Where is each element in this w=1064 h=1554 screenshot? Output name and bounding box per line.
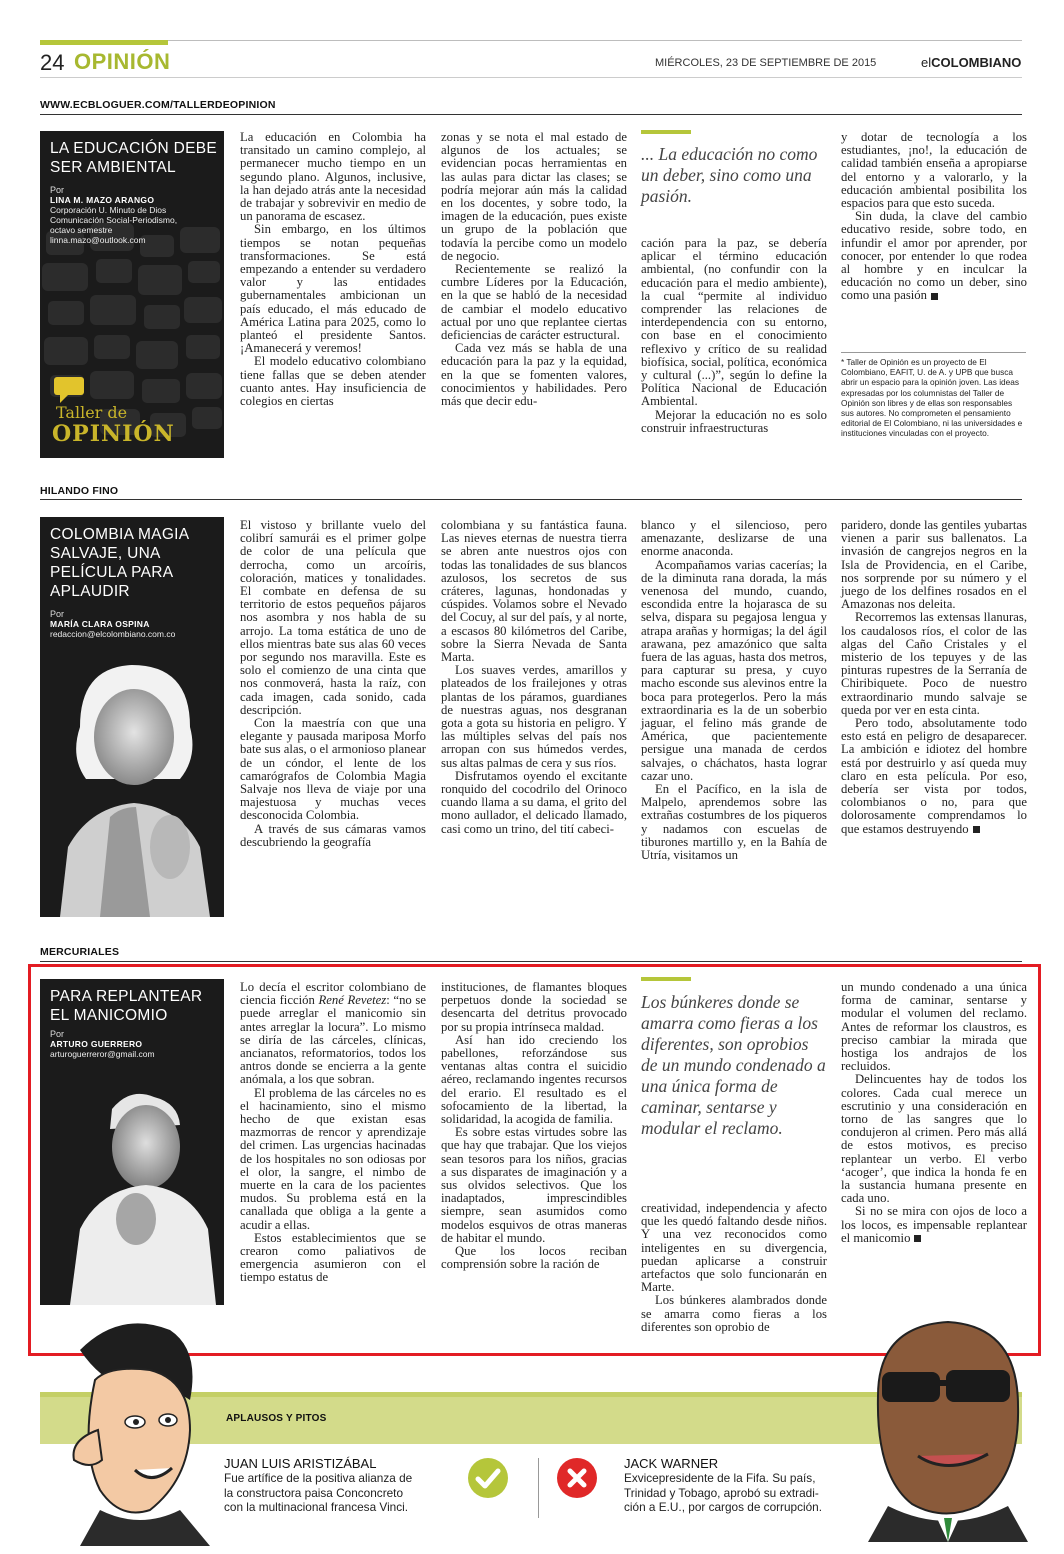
byline-author: ARTURO GUERRERO <box>50 1039 143 1049</box>
byline-email[interactable]: linna.mazo@outlook.com <box>50 235 146 245</box>
paragraph: Estos establecimientos que se crearon como paliativos de emergencia asumieron con el tiempo estatus de <box>240 1230 426 1285</box>
article2-column-2 <box>441 519 627 836</box>
note-rule <box>841 352 1026 353</box>
article-title: LA EDUCACIÓN DEBE SER AMBIENTAL <box>50 140 218 176</box>
paragraph: Los suaves verdes, amarillos y plateados de los frailejones y otras plantas de los páramos, guardianes de nuestras aguas, nos desgranan gota a gota su historia en peligro. Y las múltiples selvas del país nos arropan con sus húmedos verdes, sus altas palmas de cera y sus ríos. <box>441 663 627 770</box>
byline-por: Por <box>50 609 65 619</box>
byline-email[interactable]: arturoguerreror@gmail.com <box>50 1049 155 1059</box>
header-top-rule <box>40 40 1022 41</box>
paragraph: Cada vez más se habla de una educación para la paz y la equidad, en la que se fomenten valores, conocimientos y habilidades. Pero más que decir edu- <box>441 341 627 409</box>
caricature-warner <box>848 1306 1028 1542</box>
article-title: COLOMBIA MAGIA SALVAJE, UNA PELÍCULA PARA APLAUDIR <box>50 526 189 600</box>
header-bottom-rule <box>40 77 1022 78</box>
paragraph: Delincuentes hay de todos los colores. Cada cual merece un escrutinio y una consideración en torno de las sangres que lo condujeron al crimen. Pero más allá de estos motivos, es preciso replantear un verbo. El verbo ‘acoger’, que indica la honda fe en la sustancia humana presente en cada uno. <box>841 1072 1027 1206</box>
paragraph: Sin embargo, en los últimos tiempos se notan pequeñas transformaciones. Se está empezando a entender su verdadero valor y las entidades gubernamentales ambicionan un país educado, el más educado de América Latina para 2025, como lo planteó el presidente Santos. ¡Amanecerá y veremos! <box>240 222 426 356</box>
paragraph: El vistoso y brillante vuelo del colibrí samurái es el primer golpe de color de una película que derrocha, como un arcoíris, coloración, matices y tonalidades. El combate en defensa de su territorio de estos pequeños pájaros nos asombra y nos habla de su arrojo. La toma estática de uno de ellos mientras bate sus alas 60 veces por segundo nos maravilla. Este es solo el comienzo de una cinta que nos conmoverá, hasta la raíz, con cada imagen, cada sonido, cada descripción. <box>240 518 426 717</box>
section-label-ecbloguer[interactable]: WWW.ECBLOGUER.COM/TALLERDEOPINION <box>40 99 276 111</box>
pull-quote: Los búnkeres donde se amarra como fieras a los diferentes, son oprobios de un mundo condenado a una única forma de caminar, sentarse y modular el reclamo. <box>641 992 826 1138</box>
section-rule <box>40 114 1022 115</box>
pull-quote-rule <box>641 130 691 134</box>
article2-column-3 <box>641 519 827 862</box>
pull-quote-rule <box>641 977 691 981</box>
byline-author: MARÍA CLARA OSPINA <box>50 619 150 629</box>
article3-column-1 <box>240 981 426 1285</box>
paragraph: instituciones, de flamantes bloques perpetuos donde la sociedad se desencarta del detritus provocado por su propia intrínseca maldad. <box>441 980 627 1034</box>
author-photo-guerrero <box>40 979 224 1305</box>
article1-column-2 <box>441 131 627 408</box>
end-mark <box>931 293 938 300</box>
paragraph: creatividad, independencia y afecto que les quedó faltando desde niños. Y una vez reconocidos como inteligentes en su divergencia, puedan aplicarse a construir artefactos que solo funcionarán en Marte. <box>641 1201 827 1295</box>
paragraph: colombiana y su fantástica fauna. Las nieves eternas de nuestra tierra se abren ante nuestros ojos con todas las tonalidades de sus blancos azulosos, los secretos de sus cráteres, lagunas, hondonadas y cúspides. Volamos sobre el Nevado del Cocuy, al sur del país, y al norte, a escasos 80 kilómetros del Caribe, sobre la Sierra Nevada de Santa Marta. <box>441 518 627 665</box>
section-label-mercuriales[interactable]: MERCURIALES <box>40 946 120 958</box>
article3-column-2 <box>441 981 627 1271</box>
taller-note: * Taller de Opinión es un proyecto de El Colombiano, EAFIT, U. de A. y UPB que busca abrir un espacio para la opinión joven. Las ideas expresadas por los columnistas del Taller de Opinión son libres y de ellas son responsables sus autores. No comprometen el pensamiento editorial de El Colombiano, ni las universidades e instituciones vinculadas con el proyecto. <box>841 357 1023 439</box>
end-mark <box>973 826 980 833</box>
checkmark-icon <box>468 1458 508 1498</box>
taller-logo-line1: Taller de <box>56 403 128 422</box>
paragraph: Es sobre estas virtudes sobre las que hay que trabajar. Que los viejos sean tesoros para los niños, gracias a sus disparates de imaginación y a sus olvidos selectivos. Que los inadaptados, imprescindibles siempre, sean asumidos como modelos esquivos de otras maneras de habitar el mundo. <box>441 1125 627 1245</box>
paragraph: Acompañamos varias cacerías; la de la diminuta rana dorada, la más venenosa del mundo, cuando, escondida entre la hojarasca de su selva, dispara su pegajosa lengua y atrapa arañas y hormigas; la del ágil arawana, pez amazónico que salta fuera de las aguas, hasta dos metros, para capturar su presa, y cuyo macho esconde sus alevinos entre la boca para protegerlos. Pero la más extraordinaria es la de un soberbio jaguar, el felino más grande de América, que pacientemente persigue una manada de cerdos salvajes, o cháchatos, hasta lograr cazar uno. <box>641 557 827 783</box>
article1-column-3 <box>641 237 827 435</box>
section-rule <box>40 499 1022 500</box>
paragraph: Recorremos las extensas llanuras, los caudalosos ríos, el color de las algas del Caño Cristales y el misterio de los tepuyes y de las pinturas rupestres de la Serranía de Chiribiquete. Poco de nuestro extraordinario mundo salvaje se queda por ver en esta cinta. <box>841 610 1027 717</box>
paragraph: Con la maestría con que una elegante y pausada mariposa Morfo bate sus alas, o el armonioso planear de un cóndor, el lente de los camarógrafos de Colombia Magia Salvaje nos lleva de viaje por una majestuosa y muchas veces desconocida Colombia. <box>240 716 426 823</box>
byline-box-article3 <box>40 979 224 1305</box>
pito-description: Exvicepresidente de la Fifa. Su país, Trinidad y Tobago, aprobó su extradi- ción a E.U., por cargos de corrupción. <box>624 1471 823 1514</box>
byline-info: Comunicación Social-Periodismo, <box>50 215 178 225</box>
page-number: 24 <box>40 50 65 75</box>
end-mark <box>914 1235 921 1242</box>
pull-quote: ... La educación no como un deber, sino como una pasión. <box>641 144 818 206</box>
paragraph: un mundo condenado a una única forma de caminar, sentarse y modular el volumen del reclamo. Antes de reformar los claustros, es preciso cambiar la mirada que hostiga los andrajos de los recluidos. <box>841 980 1027 1074</box>
paragraph: Los búnkeres alambrados donde se amarra como fieras a los diferentes son oprobio de <box>641 1293 827 1334</box>
byline-por: Por <box>50 185 65 195</box>
paragraph: Pero todo, absolutamente todo esto está en peligro de desaparecer. La ambición e idiotez del hombre está por destruirlo y así queda muy claro en esta película. Por eso, debería ser vista por todos, colombianos o no, para que dolorosamente comprendamos lo que estamos destruyendo <box>841 716 1027 836</box>
paragraph: paridero, donde las gentiles yubartas vienen a parir sus ballenatos. La invasión de cangrejos negros en la Isla de Providencia, en el Caribe, nos sorprende por su número y el juego de los delfines rosados en el Amazonas nos deleita. <box>841 518 1027 612</box>
article1-column-1 <box>240 131 426 408</box>
paragraph: Que los locos reciban comprensión sobre la ración de <box>441 1244 627 1272</box>
section-rule <box>40 961 1022 962</box>
paragraph: blanco y el silencioso, pero amenazante, deslizarse de una enorme anaconda. <box>641 518 827 559</box>
paragraph: El modelo educativo colombiano tiene fallas que se deben atender cuanto antes. Hay insuficiencia de colegios en ciertas <box>240 354 426 409</box>
aplauso-name: JUAN LUIS ARISTIZÁBAL <box>224 1456 377 1471</box>
byline-info: Corporación U. Minuto de Dios <box>50 205 167 215</box>
article3-column-4 <box>841 981 1027 1245</box>
paragraph: Si no se mira con ojos de loco a los locos, es impensable replantear el manicomio <box>841 1204 1027 1245</box>
byline-por: Por <box>50 1029 65 1039</box>
vertical-divider <box>538 1458 539 1518</box>
paragraph: cación para la paz, se debería aplicar el término educación ambiental, (no confundir con la educación para el medio ambiente), la cual “permite al individuo comprender las relaciones de interdependencia con su entorno, con base en el conocimiento reflexivo y crítico de su realidad biofísica, social, política, económica y cultural (...)”, según lo define la Política Nacional de Educación Ambiental. <box>641 236 827 409</box>
paragraph: Sin duda, la clave del cambio educativo reside, sobre todo, en infundir el amor por aprender, por conocer, por entender lo que rodea al hombre y en inculcar la educación no como un deber, sino como una pasión <box>841 209 1027 303</box>
byline-box-article2 <box>40 517 224 917</box>
article2-column-4 <box>841 519 1027 836</box>
section-label-hilando-fino[interactable]: HILANDO FINO <box>40 485 119 497</box>
paragraph: zonas y se nota el mal estado de algunos de los actuales; se evidencian pocas herramientas en las aulas para dictar las clases; se podría mejorar aún más la calidad en los docentes, y sobre todo, la imagen de la educación, pues existe un grupo de la población que todavía la percibe como un modelo de negocio. <box>441 130 627 263</box>
caricature-aristizabal <box>40 1310 220 1546</box>
header-accent-bar <box>40 40 168 45</box>
aplausos-title: APLAUSOS Y PITOS <box>226 1413 327 1424</box>
pito-name: JACK WARNER <box>624 1456 719 1471</box>
section-title: OPINIÓN <box>74 49 171 74</box>
article3-column-3 <box>641 1202 827 1334</box>
byline-email[interactable]: redaccion@elcolombiano.com.co <box>50 629 176 639</box>
x-mark-icon <box>557 1458 597 1498</box>
paragraph: y dotar de tecnología a los estudiantes, ¡no!, la educación de calidad también enseña a apropiarse del entorno y a valorarlo, y la educación ambiental posibilita los espacios para que esto suceda. <box>841 130 1027 211</box>
article2-column-1 <box>240 519 426 849</box>
paragraph: Lo decía el escritor colombiano de ciencia ficción René Revetez: “no se puede arreglar el manicomio sin antes arreglar la locura”. Lo mismo se diría de las cárceles, clínicas, ancianatos, reformatorios, todos los antros donde se encierra a la gente anómala, a los que sobran. <box>240 980 426 1087</box>
byline-author: LINA M. MAZO ARANGO <box>50 195 155 205</box>
aplauso-description: Fue artífice de la positiva alianza de la constructora paisa Conconcreto con la multinacional francesa Vinci. <box>224 1471 413 1514</box>
article1-column-4 <box>841 131 1027 303</box>
article-title: PARA REPLANTEAR EL MANICOMIO <box>50 988 203 1024</box>
paragraph: Recientemente se realizó la cumbre Líderes por la Educación, en la que se habló de la necesidad de cambiar el modelo educativo actual por uno que replantee ciertas deficiencias de carácter estructural. <box>441 262 627 343</box>
brand-logo: elCOLOMBIANO <box>921 55 1022 70</box>
paragraph: A través de sus cámaras vamos descubriendo la geografía <box>240 821 426 849</box>
header-date: MIÉRCOLES, 23 DE SEPTIEMBRE DE 2015 <box>655 57 877 69</box>
taller-logo-line2: OPINIÓN <box>52 421 175 447</box>
paragraph: Así han ido creciendo los pabellones, reforzándose sus ventanas altas contra el suicidio aéreo, reclamando ingentes recursos del erario. El resultado es el sofocamiento de la libertad, la solidaridad, la acogida de familia. <box>441 1032 627 1127</box>
paragraph: En el Pacífico, en la isla de Malpelo, aprendemos sobre las extrañas costumbres de los piqueros y nadamos con escuelas de tiburones martillo y, en la Bahía de Utría, visitamos un <box>641 782 827 863</box>
paragraph: La educación en Colombia ha transitado un camino complejo, al permanecer mucho tiempo en un segundo plano. Algunos, inclusive, la han dejado atrás ante la necesidad de trabajar y sobrevivir en medio de un panorama de escasez. <box>240 130 426 224</box>
paragraph: El problema de las cárceles no es el hacinamiento, sino el mismo hecho de que existan esas mazmorras de rencor y aprendizaje del crimen. Las urgencias hacinadas de los hospitales no son odiosas por el olor, la sangre, el nimbo de muerte en la cara de los pacientes mudos. Su problema está en la canallada que obliga a la gente a acudir a ellas. <box>240 1085 426 1232</box>
paragraph: Mejorar la educación no es solo construir infraestructuras <box>641 407 827 435</box>
byline-info: octavo semestre <box>50 225 113 235</box>
paragraph: Disfrutamos oyendo el excitante ronquido del cocodrilo del Orinoco cuando llama a su dama, el grito del mono aullador, el delicado llamado, casi como un trino, del tití cabeci- <box>441 768 627 836</box>
byline-box-article1 <box>40 131 224 458</box>
